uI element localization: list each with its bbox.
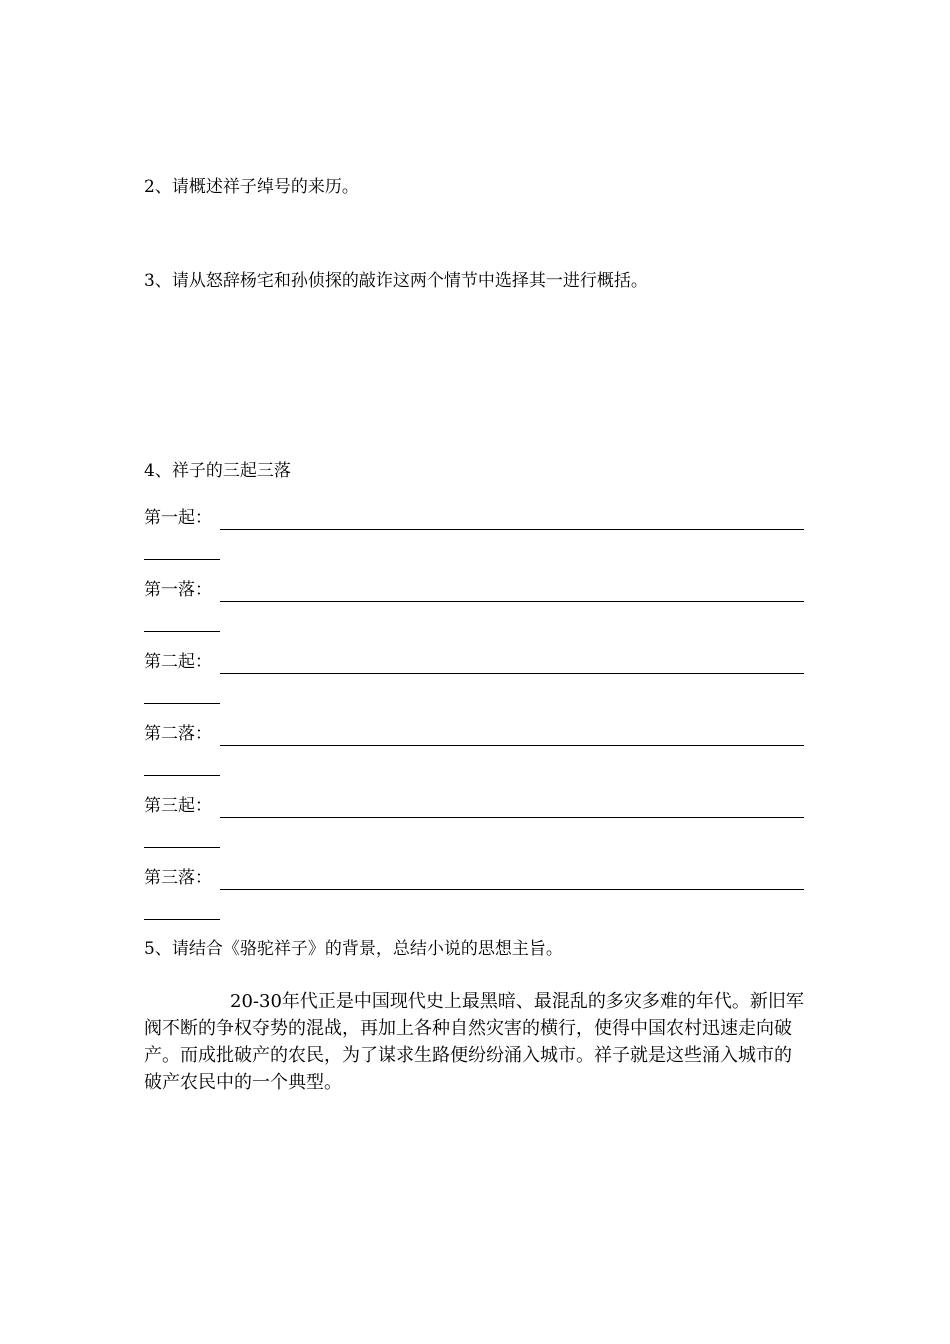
fill-label: 第三起： bbox=[144, 796, 212, 816]
fill-row-6 bbox=[144, 866, 804, 926]
question-5: 5、请结合《骆驼祥子》的背景，总结小说的思想主旨。 bbox=[144, 939, 563, 959]
fill-label: 第一起： bbox=[144, 508, 212, 528]
answer-blank-line-continued bbox=[144, 775, 220, 776]
answer-paragraph-text: 20-30年代正是中国现代史上最黑暗、最混乱的多灾多难的年代。新旧军阀不断的争权夺势的混战，再加上各种自然灾害的横行，使得中国农村迅速走向破产。而成批破产的农民，为了谋求生路便纷纷涌入城市。祥子就是这些涌入城市的破产农民中的一个典型。 bbox=[144, 991, 804, 1093]
fill-row-2 bbox=[144, 578, 804, 638]
question-4: 4、祥子的三起三落 bbox=[144, 461, 291, 481]
answer-blank-line-continued bbox=[144, 703, 220, 704]
answer-blank-line bbox=[220, 745, 804, 746]
question-3: 3、请从怒辞杨宅和孙侦探的敲诈这两个情节中选择其一进行概括。 bbox=[144, 271, 648, 291]
answer-blank-line-continued bbox=[144, 919, 220, 920]
answer-blank-line bbox=[220, 529, 804, 530]
question-2: 2、请概述祥子绰号的来历。 bbox=[144, 177, 359, 197]
answer-blank-line-continued bbox=[144, 847, 220, 848]
fill-label: 第二落： bbox=[144, 724, 212, 744]
fill-row-4 bbox=[144, 722, 804, 782]
fill-row-5 bbox=[144, 794, 804, 854]
fill-label: 第三落： bbox=[144, 868, 212, 888]
answer-blank-line bbox=[220, 817, 804, 818]
answer-paragraph bbox=[144, 988, 808, 1096]
answer-blank-line-continued bbox=[144, 559, 220, 560]
answer-blank-line bbox=[220, 889, 804, 890]
fill-row-3 bbox=[144, 650, 804, 710]
answer-blank-line-continued bbox=[144, 631, 220, 632]
fill-label: 第一落： bbox=[144, 580, 212, 600]
fill-label: 第二起： bbox=[144, 652, 212, 672]
answer-blank-line bbox=[220, 673, 804, 674]
fill-row-1 bbox=[144, 506, 804, 566]
answer-blank-line bbox=[220, 601, 804, 602]
